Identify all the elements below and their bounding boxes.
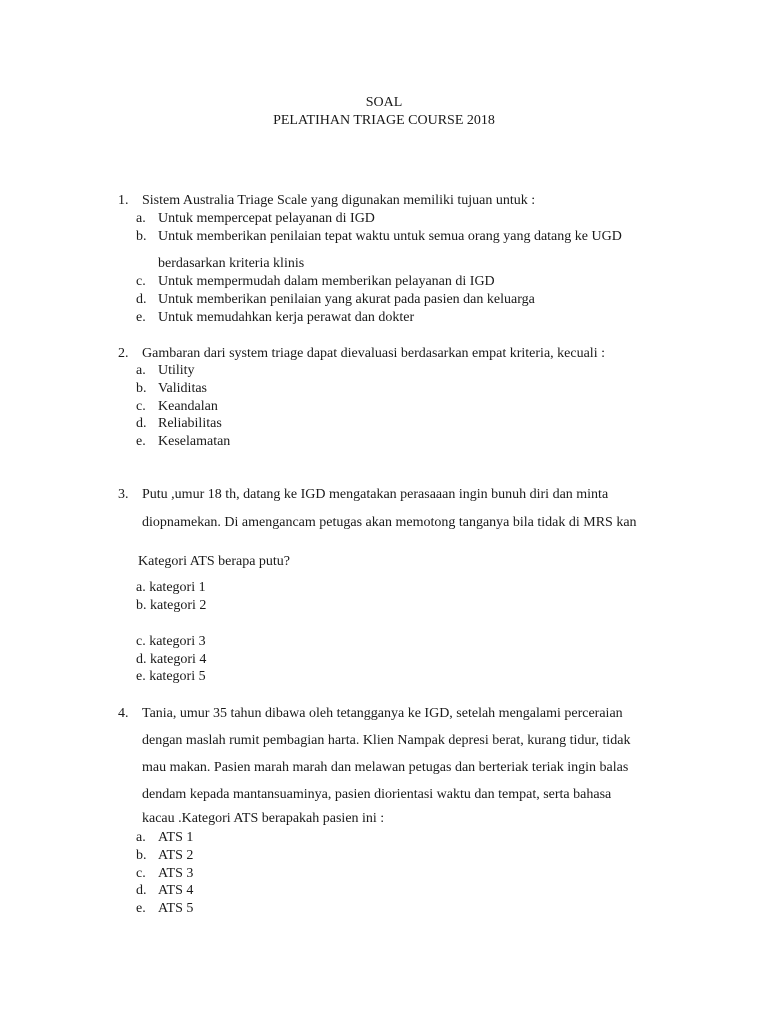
option-letter: c.: [136, 274, 146, 289]
option-text: c. kategori 3: [136, 634, 206, 649]
option-text: Validitas: [158, 381, 207, 396]
option-text: a. kategori 1: [136, 580, 206, 595]
question-text-line: dendam kepada mantansuaminya, pasien diorientasi waktu dan tempat, serta bahasa: [142, 787, 612, 802]
question-text-line: Putu ,umur 18 th, datang ke IGD mengatakan perasaaan ingin bunuh diri dan minta: [142, 487, 609, 502]
option-letter: c.: [136, 866, 146, 881]
option-text: ATS 3: [158, 866, 194, 881]
option-text: Keselamatan: [158, 434, 231, 449]
option-text: Keandalan: [158, 399, 218, 414]
option-letter: a.: [136, 211, 146, 226]
question-text-line: dengan maslah rumit pembagian harta. Klien Nampak depresi berat, kurang tidur, tidak: [142, 733, 631, 748]
document-subtitle: PELATIHAN TRIAGE COURSE 2018: [273, 113, 495, 128]
option-text: Untuk memudahkan kerja perawat dan dokter: [158, 310, 415, 325]
option-letter: b.: [136, 229, 147, 244]
option-letter: d.: [136, 883, 147, 898]
option-letter: e.: [136, 434, 146, 449]
option-letter: b.: [136, 848, 147, 863]
option-text: Untuk mempermudah dalam memberikan pelayanan di IGD: [158, 274, 495, 289]
option-letter: d.: [136, 416, 147, 431]
question-number: 2.: [118, 346, 129, 361]
option-text: ATS 5: [158, 901, 194, 916]
option-text: Utility: [158, 363, 195, 378]
question-text-line: mau makan. Pasien marah marah dan melawan petugas dan berteriak teriak ingin balas: [142, 760, 629, 775]
option-letter: e.: [136, 310, 146, 325]
question-number: 1.: [118, 193, 129, 208]
option-letter: b.: [136, 381, 147, 396]
option-text: ATS 4: [158, 883, 194, 898]
question-text: Gambaran dari system triage dapat dievaluasi berdasarkan empat kriteria, kecuali :: [142, 346, 605, 361]
option-letter: c.: [136, 399, 146, 414]
option-letter: e.: [136, 901, 146, 916]
question-number: 3.: [118, 487, 129, 502]
question-text-line: kacau .Kategori ATS berapakah pasien ini :: [142, 811, 385, 826]
option-letter: a.: [136, 830, 146, 845]
document-title: SOAL: [365, 95, 403, 110]
option-text: ATS 2: [158, 848, 194, 863]
option-text-continuation: berdasarkan kriteria klinis: [158, 256, 305, 271]
question-text-line: Kategori ATS berapa putu?: [138, 554, 291, 569]
option-text: Untuk memberikan penilaian tepat waktu untuk semua orang yang datang ke UGD: [158, 229, 622, 244]
option-text: ATS 1: [158, 830, 194, 845]
option-text: d. kategori 4: [136, 652, 207, 667]
question-text: Sistem Australia Triage Scale yang digunakan memiliki tujuan untuk :: [142, 193, 536, 208]
option-text: Untuk memberikan penilaian yang akurat pada pasien dan keluarga: [158, 292, 535, 307]
option-text: Untuk mempercepat pelayanan di IGD: [158, 211, 375, 226]
question-text-line: diopnamekan. Di amengancam petugas akan memotong tanganya bila tidak di MRS kan: [142, 515, 637, 530]
option-text: b. kategori 2: [136, 598, 207, 613]
option-text: Reliabilitas: [158, 416, 222, 431]
option-letter: a.: [136, 363, 146, 378]
question-text-line: Tania, umur 35 tahun dibawa oleh tetangganya ke IGD, setelah mengalami perceraian: [142, 706, 623, 721]
question-number: 4.: [118, 706, 129, 721]
option-text: e. kategori 5: [136, 669, 206, 684]
option-letter: d.: [136, 292, 147, 307]
